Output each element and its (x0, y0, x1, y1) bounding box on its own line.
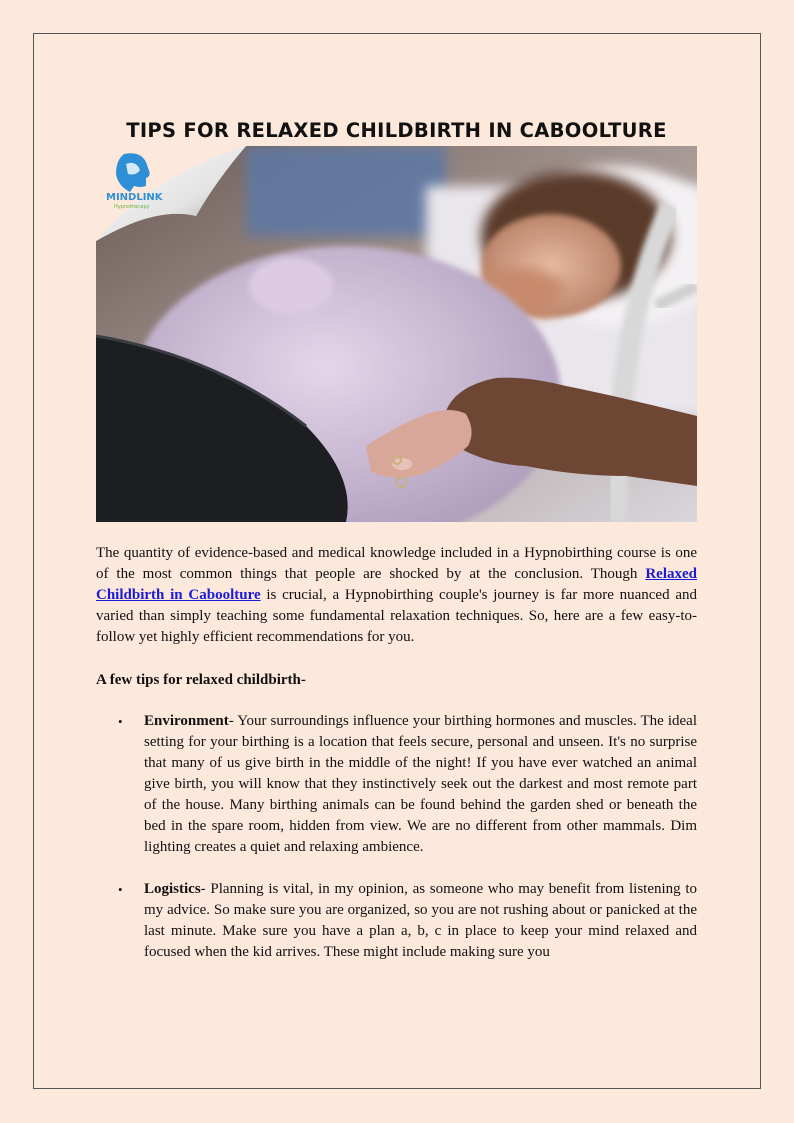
tips-list (96, 711, 697, 984)
tip-text: - Your surroundings influence your birthing hormones and muscles. The ideal setting for your birthing is a location that feels secure, personal and unseen. It's no surprise that many of us give birth in the middle of the night! If you have ever watched an animal give birth, you will know that they instinctively seek out the darkest and most remote part of the house. Many birthing animals can be found behind the garden shed or beneath the bed in the spare room, hidden from view. We are no different from other mammals. Dim lighting creates a quiet and relaxing ambience. (144, 713, 697, 855)
page-title: TIPS FOR RELAXED CHILDBIRTH IN CABOOLTURE (126, 119, 667, 142)
tip-text: - Planning is vital, in my opinion, as someone who may benefit from listening to my advice. So make sure you are organized, so you are not rushing about or panicked at the last minute. Make sure you have a plan a, b, c in place to keep your mind relaxed and focused when the kid arrives. These might include making sure you (144, 881, 697, 960)
section-heading: A few tips for relaxed childbirth- (96, 672, 306, 688)
bullet-icon: • (118, 714, 123, 729)
logo-subtext: Hypnotherapy (114, 204, 150, 210)
hero-photo-illustration (96, 146, 697, 522)
tip-name: Logistics (144, 881, 201, 897)
relaxed-childbirth-link[interactable]: Relaxed Childbirth in Caboolture (96, 566, 697, 603)
intro-text-end: is crucial, a Hypnobirthing couple's journey is far more nuanced and varied than simply teaching some fundamental relaxation techniques. So, here are a few easy-to-follow yet highly efficient recommendations for you. (96, 587, 698, 645)
hero-photo (96, 146, 697, 522)
list-item (96, 711, 697, 858)
tip-name: Environment (144, 713, 229, 729)
list-item (96, 879, 697, 963)
bullet-icon: • (118, 882, 123, 897)
intro-paragraph (96, 543, 697, 648)
logo-text: MINDLINK (106, 192, 163, 203)
intro-text-start: The quantity of evidence-based and medical knowledge included in a Hypnobirthing course is one of the most common things that people are shocked by at the conclusion. Though (96, 545, 697, 582)
